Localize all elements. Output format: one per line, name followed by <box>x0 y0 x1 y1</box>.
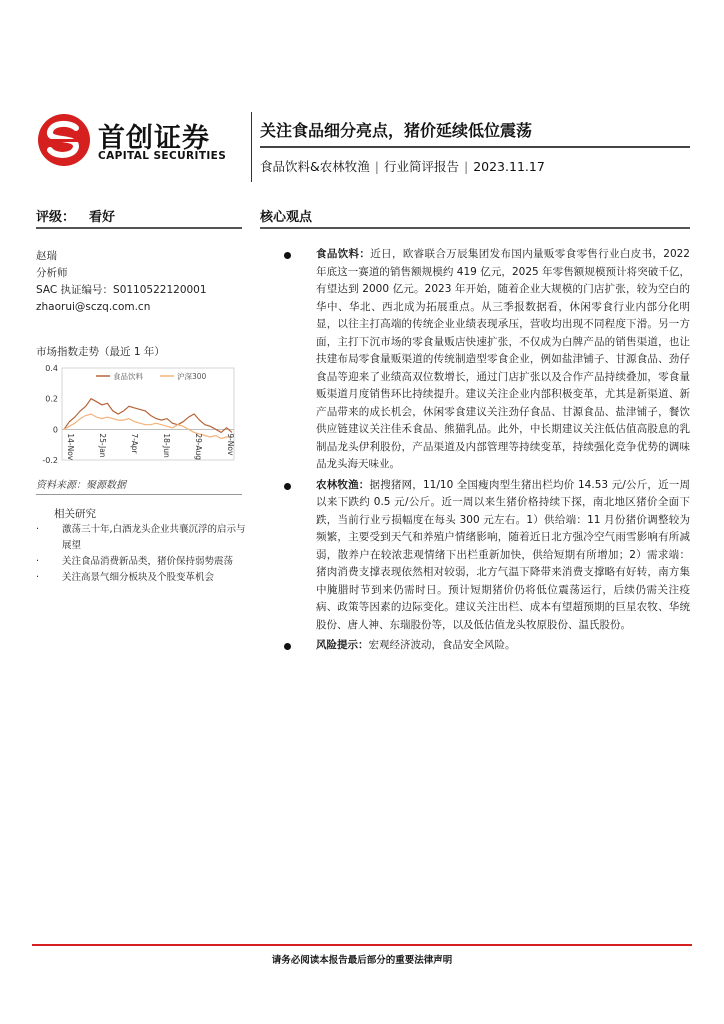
report-date: 2023.11.17 <box>473 159 545 174</box>
x-tick-label: 7-Apr <box>130 433 139 454</box>
related-item[interactable]: · 激荡三十年,白酒龙头企业共襄沉浮的启示与展望 <box>36 524 246 551</box>
rating-label: 评级： <box>36 210 76 225</box>
y-tick-label: 0 <box>52 425 58 435</box>
sector-label: 食品饮料&农林牧渔 <box>260 159 370 174</box>
x-tick-label: 29-Aug <box>194 433 203 461</box>
bullet-text: 据搜猪网，11/10 全国瘦肉型生猪出栏均价 14.53 元/公斤，近一周以来下跌约 0.5 元/公斤。近一周以来生猪价格持续下探，南北地区猪价全面下跌，当前行业亏损幅度在每头 300 元左右。1）供给端：11 月份猪价调整较为频繁，主要受到天气和养殖户情绪影响，随着近日北方强冷空气雨雪影响有所减弱，散养户在较浓悲观情绪下出栏重新加快，供给短期有所增加；2）需求端：猪肉消费支撑表现依然相对较弱，北方气温下降带来消费支撑略有好转，南方集中腌腊时节到来仍需时日。预计短期猪价仍将低位震荡运行，后续仍需关注疫病、政策等因素的边际变化。建议关注出栏、成本有望超预期的巨星农牧、华统股份、唐人神、东瑞股份等，以及低估值龙头牧原股份、温氏股份。 <box>316 478 691 631</box>
x-tick-label: 14-Nov <box>66 433 75 461</box>
bullet-text: 宏观经济波动，食品安全风险。 <box>368 639 516 651</box>
chart-svg <box>34 360 242 470</box>
related-item[interactable]: · 关注食品消费新品类，猪价保持弱势震荡 <box>36 554 246 570</box>
bullet-dot-icon: · <box>36 556 40 567</box>
related-heading: 相关研究 <box>54 508 96 520</box>
title-rule <box>260 146 690 148</box>
analyst-role: 分析师 <box>36 267 68 279</box>
bullet-agriculture <box>284 477 690 635</box>
logo-mark-icon <box>36 112 92 168</box>
source-rule <box>36 494 242 495</box>
bullet-icon <box>284 483 291 490</box>
analyst-sac: SAC 执证编号：S0110522120001 <box>36 284 207 296</box>
series-line-0 <box>64 399 232 433</box>
bullet-label: 食品饮料： <box>316 248 371 260</box>
legend-label-0: 食品饮料 <box>113 372 143 381</box>
core-heading: 核心观点 <box>260 210 313 225</box>
y-tick-label: -0.2 <box>42 456 58 465</box>
chart-title: 市场指数走势（最近 1 年） <box>36 346 165 358</box>
related-list <box>36 522 246 586</box>
bullet-risk <box>284 637 690 655</box>
core-views-body <box>284 246 690 658</box>
company-logo <box>36 112 236 168</box>
x-tick-label: 25-Jan <box>98 433 107 458</box>
bullet-food-beverage <box>284 246 690 474</box>
rating <box>36 206 115 225</box>
analyst-info <box>36 248 207 316</box>
bullet-label: 农林牧渔： <box>316 478 370 491</box>
report-title: 关注食品细分亮点，猪价延续低位震荡 <box>260 121 533 140</box>
footer-rule <box>32 944 692 946</box>
right-rule <box>260 227 690 229</box>
bullet-icon <box>284 643 291 650</box>
bullet-label: 风险提示： <box>316 639 369 651</box>
report-type: 行业简评报告 <box>383 159 459 174</box>
legal-notice[interactable]: 请务必阅读本报告最后部分的重要法律声明 <box>271 955 453 966</box>
analyst-email[interactable]: zhaorui@sczq.com.cn <box>36 301 151 313</box>
bullet-dot-icon: · <box>36 572 40 583</box>
related-item[interactable]: · 关注高景气细分板块及个股变革机会 <box>36 570 246 586</box>
bullet-icon <box>284 252 291 259</box>
analyst-name: 赵瑞 <box>36 250 57 262</box>
bullet-text: 近日，欧睿联合万辰集团发布国内量贩零食零售行业白皮书，2022 年底这一赛道的销售额规模约 419 亿元，2025 年零售额规模预计将突破千亿，有望达到 2000 亿元。2023 年开始，随着企业大规模的门店扩张，较为空白的华中、华北、西北成为拓展重点。从三季报数据看，休闲零食行业内部分化明显，以往主打高端的传统企业业绩表现承压，营收均出现不同程度下滑。另一方面，主打下沉市场的零食量贩店快速扩张，不仅成为白牌产品的销售渠道，也让扶建布局零食量贩渠道的传统制造型零食企业，例如盐津铺子、甘源食品、劲仔食品等迎来了业绩高双位数增长，通过门店扩张以及合作产品持续叠加，零食量贩渠道月度销售环比持续提升。建议关注企业内部积极变革，尤其是新渠道、新产品带来的成长机会，休闲零食建议关注劲仔食品、甘源食品、盐津铺子，餐饮供应链建议关注佳禾食品、熊猫乳品。此外，中长期建议关注低估值高股息的乳制品龙头伊利股份，产品渠道及内部管理等持续变革，持续强化竞争优势的调味品龙头海天味业。 <box>316 248 690 470</box>
x-tick-label: 9-Nov <box>226 433 235 456</box>
series-line-1 <box>64 414 232 439</box>
y-tick-label: 0.4 <box>45 364 58 373</box>
chart-source: 资料来源：聚源数据 <box>36 480 126 491</box>
report-meta: 食品饮料&农林牧渔 | 行业简评报告 | 2023.11.17 <box>260 159 545 174</box>
market-index-chart <box>34 360 242 470</box>
bullet-dot-icon: · <box>36 524 40 535</box>
x-tick-label: 18-Jun <box>162 433 171 458</box>
left-rule <box>36 227 242 229</box>
plot-frame <box>62 368 234 460</box>
legend-label-1: 沪深300 <box>177 372 207 381</box>
logo-name-en: CAPITAL SECURITIES <box>98 150 227 162</box>
y-tick-label: 0.2 <box>45 394 58 404</box>
logo-name-cn: 首创证券 <box>98 123 210 154</box>
header-divider <box>251 112 252 182</box>
rating-value: 看好 <box>89 210 116 225</box>
